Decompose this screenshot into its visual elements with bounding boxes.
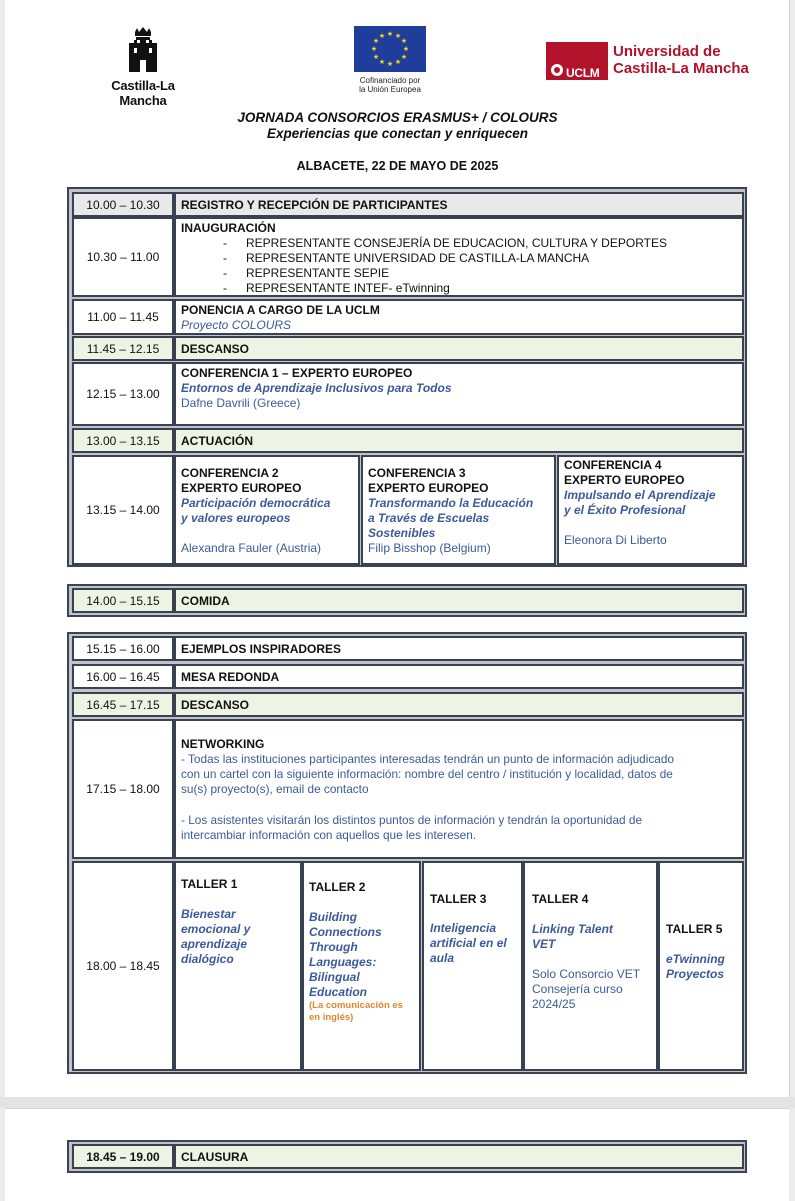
session-title: CONFERENCIA 4 — [564, 458, 662, 472]
session-networking — [174, 719, 744, 859]
svg-text:★: ★ — [394, 32, 402, 40]
session-title: CONFERENCIA 3 — [368, 466, 466, 480]
speaker: Filip Bisshop (Belgium) — [368, 541, 491, 555]
castilla-la-mancha-logo — [88, 26, 198, 108]
uclm-line2: Castilla-La Mancha — [613, 60, 749, 77]
time-cell: 18.45 – 19.00 — [72, 1144, 174, 1169]
workshop-subtitle: Linking Talent — [532, 922, 613, 936]
list-item: - REPRESENTANTE UNIVERSIDAD DE CASTILLA-LA MANCHA — [223, 251, 590, 265]
session-lunch: COMIDA — [174, 588, 744, 613]
workshop-title: TALLER 3 — [430, 892, 487, 906]
workshop-subtitle: aprendizaje — [181, 937, 248, 951]
time-cell: 16.45 – 17.15 — [72, 692, 174, 717]
event-title: JORNADA CONSORCIOS ERASMUS+ / COLOURS — [237, 110, 558, 125]
svg-text:★: ★ — [400, 53, 408, 61]
session-title: CONFERENCIA 2 — [181, 466, 279, 480]
list-item: - REPRESENTANTE CONSEJERÍA DE EDUCACION, CULTURA Y DEPORTES — [223, 236, 667, 250]
session-title: INAUGURACIÓN — [181, 221, 276, 235]
session-subtitle: Transformando la Educación — [368, 496, 534, 510]
workshop-subtitle: VET — [532, 937, 556, 951]
session-conference-2 — [174, 455, 360, 565]
workshop-3 — [422, 861, 523, 1071]
session-round-table: MESA REDONDA — [174, 664, 744, 689]
session-subtitle: Entornos de Aprendizaje Inclusivos para Todos — [181, 381, 452, 395]
language-note: en inglés) — [309, 1012, 354, 1023]
uclm-logo — [546, 42, 766, 82]
eu-line1: Cofinanciado por — [359, 76, 421, 85]
workshop-subtitle: Education — [309, 985, 368, 999]
workshop-subtitle: artificial en el — [430, 936, 507, 950]
workshop-subtitle: Bilingual — [309, 970, 360, 984]
session-title: EXPERTO EUROPEO — [181, 481, 302, 495]
time-cell: 17.15 – 18.00 — [72, 719, 174, 859]
time-cell: 14.00 – 15.15 — [72, 588, 174, 613]
workshop-note: Solo Consorcio VET — [532, 967, 641, 981]
session-subtitle: a Través de Escuelas — [368, 511, 490, 525]
uclm-name — [613, 43, 749, 77]
session-subtitle: Proyecto COLOURS — [181, 318, 292, 332]
time-cell: 15.15 – 16.00 — [72, 636, 174, 661]
workshop-note: Consejería curso — [532, 982, 623, 996]
speaker: Dafne Davrili (Greece) — [181, 396, 301, 410]
time-cell: 16.00 – 16.45 — [72, 664, 174, 689]
svg-text:★: ★ — [378, 58, 386, 66]
workshop-note: 2024/25 — [532, 997, 576, 1011]
workshop-2 — [302, 861, 421, 1071]
svg-text:★: ★ — [372, 53, 380, 61]
castle-crest-icon — [126, 26, 160, 74]
workshop-subtitle: eTwinning — [666, 952, 725, 966]
time-cell: 11.00 – 11.45 — [72, 299, 174, 335]
session-inspiring-examples: EJEMPLOS INSPIRADORES — [174, 636, 744, 661]
workshop-subtitle: Building — [309, 910, 357, 924]
workshop-subtitle: Inteligencia — [430, 921, 497, 935]
svg-text:★: ★ — [402, 45, 410, 53]
session-registration: REGISTRO Y RECEPCIÓN DE PARTICIPANTES — [174, 192, 744, 217]
speaker: Alexandra Fauler (Austria) — [181, 541, 322, 555]
event-date: ALBACETE, 22 DE MAYO DE 2025 — [296, 159, 499, 173]
uclm-red-box — [546, 42, 608, 80]
session-subtitle: y el Éxito Profesional — [564, 503, 686, 517]
workshop-subtitle: Proyectos — [666, 967, 725, 981]
castilla-la-mancha-text: Castilla-La Mancha — [111, 78, 175, 108]
svg-text:★: ★ — [378, 32, 386, 40]
time-cell: 18.00 – 18.45 — [72, 861, 174, 1071]
uclm-short-text: UCLM — [566, 66, 600, 80]
svg-text:★: ★ — [386, 30, 394, 38]
workshop-title: TALLER 2 — [309, 880, 366, 894]
session-performance: ACTUACIÓN — [174, 428, 744, 453]
workshop-1 — [174, 861, 302, 1071]
time-cell: 13.15 – 14.00 — [72, 455, 174, 565]
networking-text: - Los asistentes visitarán los distintos puntos de información y tendrán la oportunidad de — [181, 813, 643, 827]
time-cell: 10.00 – 10.30 — [72, 192, 174, 217]
session-title: CONFERENCIA 1 – EXPERTO EUROPEO — [181, 366, 413, 380]
page-separator — [0, 1097, 795, 1108]
session-break: DESCANSO — [174, 336, 744, 361]
session-break-2: DESCANSO — [174, 692, 744, 717]
session-subtitle: Participación democrática — [181, 496, 331, 510]
workshop-subtitle: Bienestar — [181, 907, 236, 921]
networking-text: su(s) proyecto(s), email de contacto — [181, 782, 369, 796]
svg-text:★: ★ — [386, 60, 394, 68]
svg-text:★: ★ — [400, 37, 408, 45]
workshop-subtitle: aula — [430, 951, 455, 965]
time-cell: 12.15 – 13.00 — [72, 362, 174, 426]
list-item: - REPRESENTANTE INTEF- eTwinning — [223, 281, 450, 295]
networking-text: con un cartel con la siguiente información: nombre del centro / institución y localidad, datos de — [181, 767, 673, 781]
session-title: PONENCIA A CARGO DE LA UCLM — [181, 303, 380, 317]
uclm-emblem-icon — [550, 63, 564, 77]
workshop-subtitle: Connections — [309, 925, 382, 939]
workshop-4 — [523, 861, 658, 1071]
time-cell: 13.00 – 13.15 — [72, 428, 174, 453]
speaker: Eleonora Di Liberto — [564, 533, 667, 547]
eu-flag-icon — [354, 26, 426, 72]
session-subtitle: Sostenibles — [368, 526, 436, 540]
workshop-5 — [658, 861, 744, 1071]
svg-text:★: ★ — [370, 45, 378, 53]
workshop-subtitle: Languages: — [309, 955, 377, 969]
session-conference-1 — [174, 362, 744, 426]
svg-text:★: ★ — [372, 37, 380, 45]
session-title: EXPERTO EUROPEO — [368, 481, 489, 495]
session-subtitle: Impulsando el Aprendizaje — [564, 488, 716, 502]
networking-text: - Todas las instituciones participantes interesadas tendrán un punto de información adjudicado — [181, 752, 674, 766]
svg-text:★: ★ — [394, 58, 402, 66]
session-conference-4 — [557, 455, 744, 565]
workshop-subtitle: Through — [309, 940, 358, 954]
eu-line2: la Unión Europea — [359, 85, 421, 94]
session-uclm-talk — [174, 299, 744, 335]
session-subtitle: y valores europeos — [181, 511, 291, 525]
uclm-line1: Universidad de — [613, 43, 721, 60]
language-note: (La comunicación es — [309, 1000, 403, 1011]
session-title: EXPERTO EUROPEO — [564, 473, 685, 487]
eu-cofunded-logo — [350, 26, 430, 94]
workshop-subtitle: dialógico — [181, 952, 234, 966]
workshop-title: TALLER 5 — [666, 922, 723, 936]
time-cell: 11.45 – 12.15 — [72, 336, 174, 361]
session-conference-3 — [361, 455, 556, 565]
workshop-title: TALLER 4 — [532, 892, 589, 906]
list-item: - REPRESENTANTE SEPIE — [223, 266, 390, 280]
representatives-list — [176, 236, 742, 296]
networking-text: intercambiar información con aquellos que les interesen. — [181, 828, 477, 842]
session-title: NETWORKING — [181, 737, 265, 751]
time-cell: 10.30 – 11.00 — [72, 217, 174, 297]
session-inauguration — [174, 217, 744, 297]
event-subtitle: Experiencias que conectan y enriquecen — [266, 126, 529, 141]
workshop-title: TALLER 1 — [181, 877, 238, 891]
session-closing: CLAUSURA — [174, 1144, 744, 1169]
workshop-subtitle: emocional y — [181, 922, 251, 936]
